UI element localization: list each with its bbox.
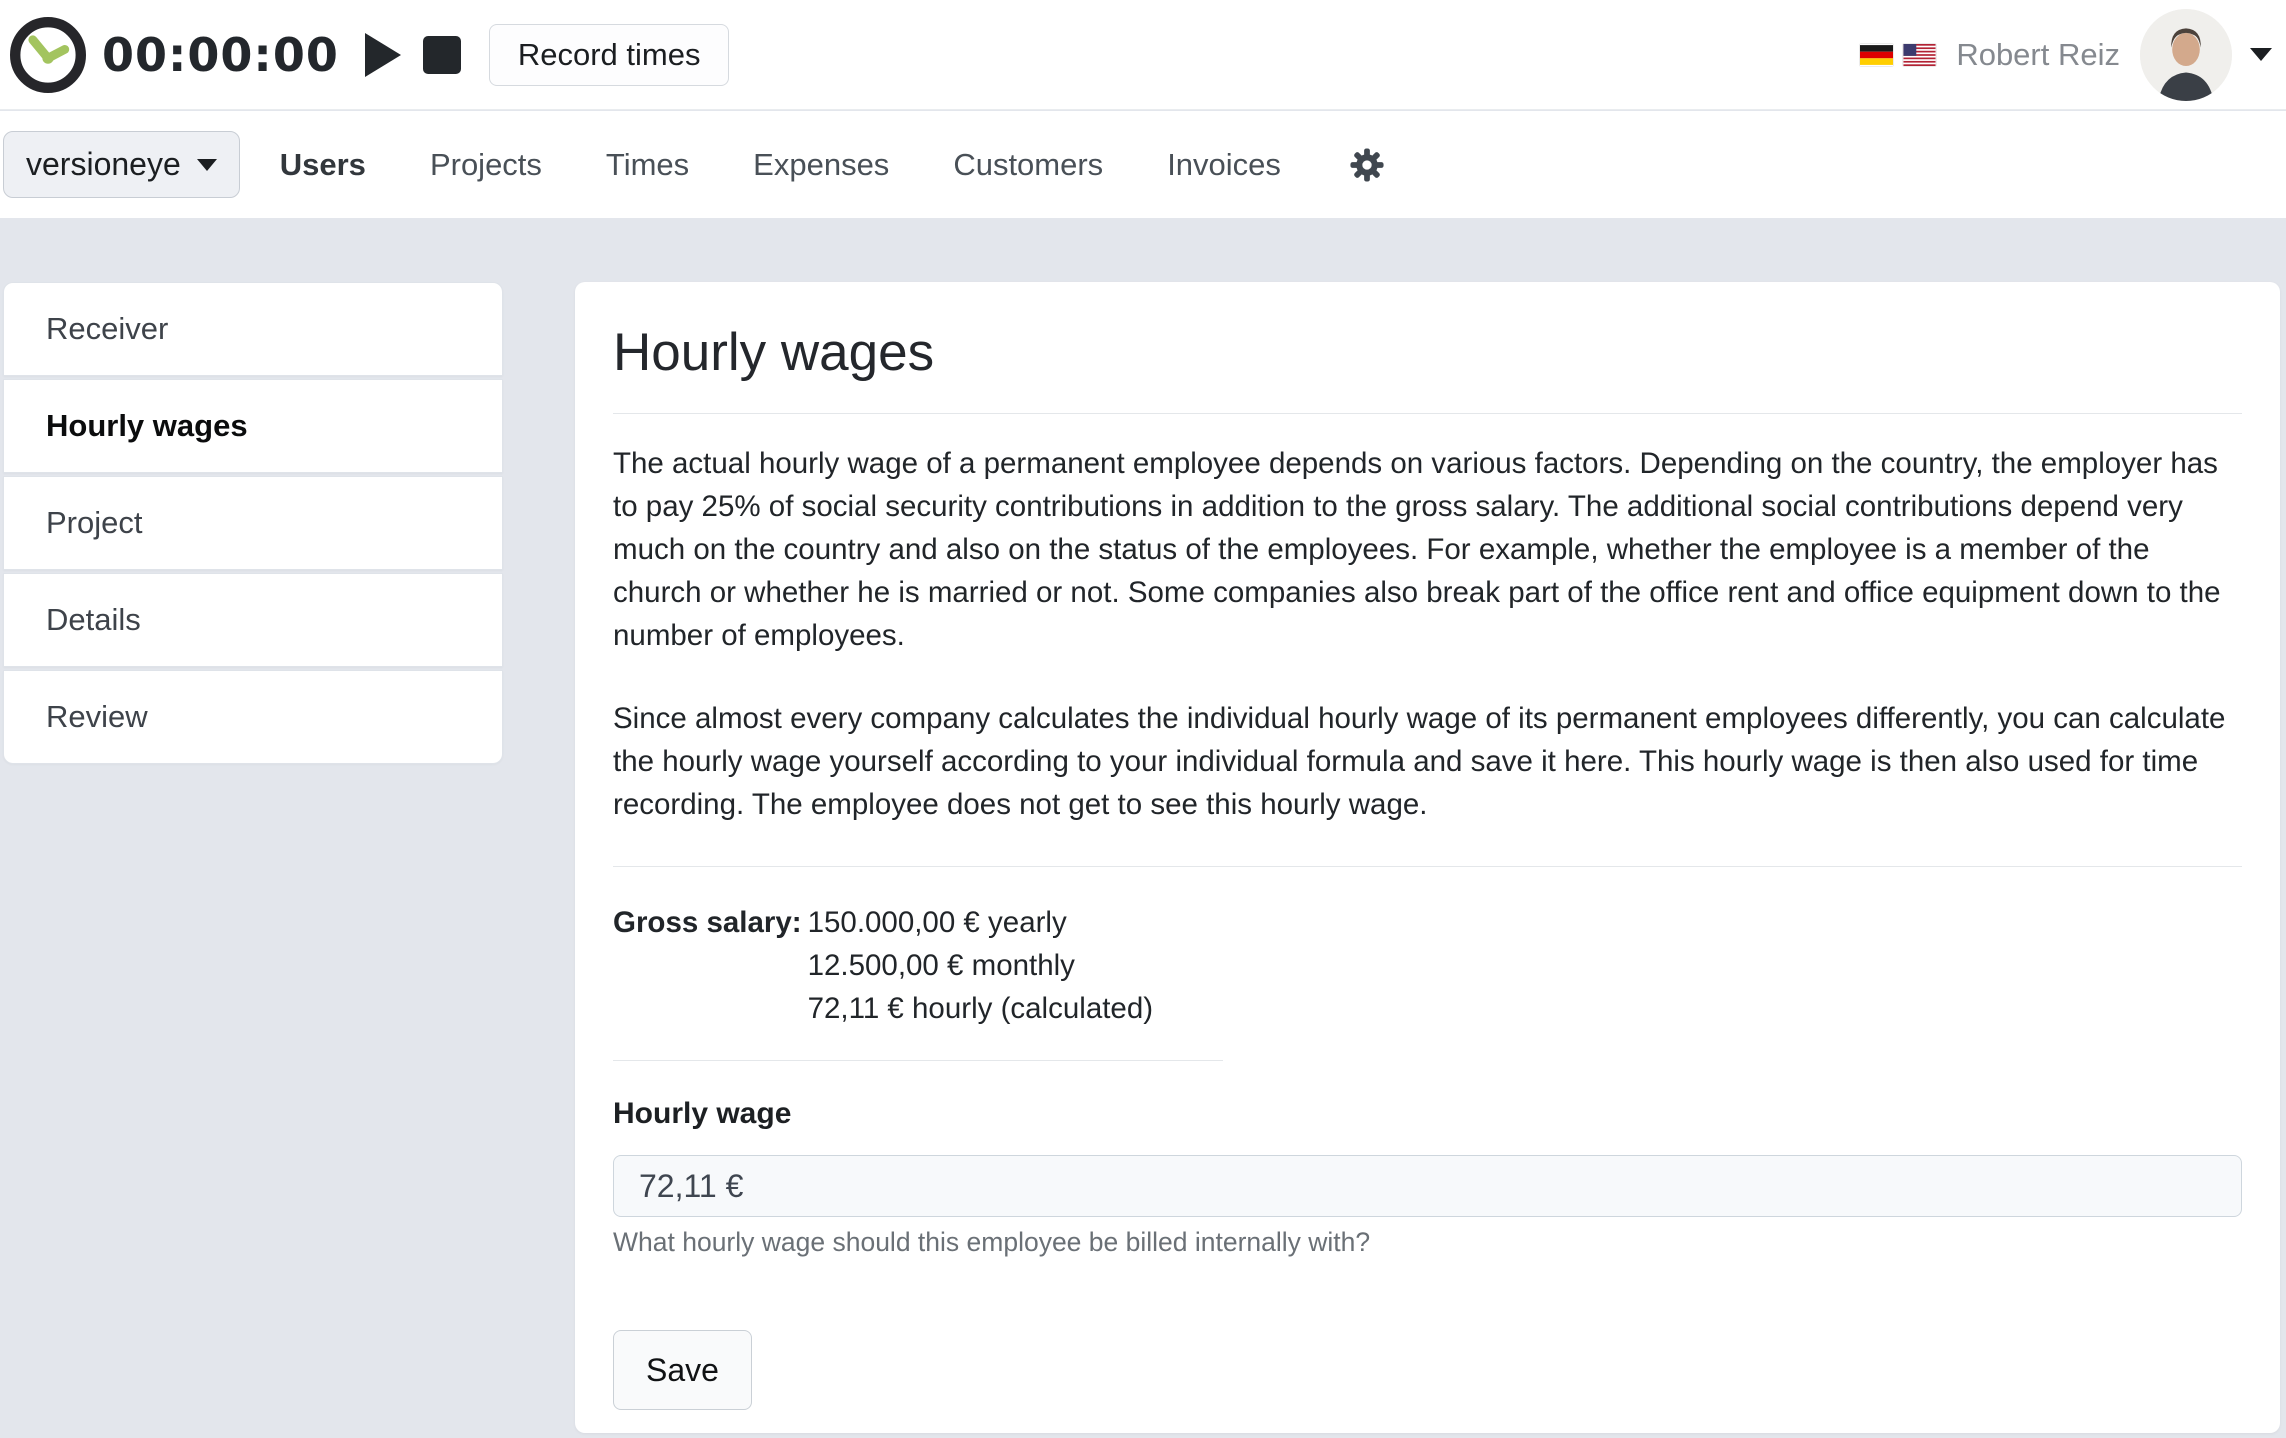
org-dropdown-label: versioneye [26,146,181,182]
gross-salary-monthly: 12.500,00 € monthly [807,949,1075,982]
nav-item-projects[interactable]: Projects [429,146,542,182]
record-times-button[interactable]: Record times [489,24,730,86]
wizard-sidebar [3,282,503,764]
sidebar-item-receiver[interactable]: Receiver [3,282,503,376]
account-area [1860,9,2272,101]
sidebar-item-review[interactable]: Review [3,670,503,764]
sidebar-item-hourly-wages[interactable]: Hourly wages [3,379,503,473]
gear-icon[interactable] [1349,147,1385,183]
gross-salary-block [613,901,2242,1030]
avatar[interactable] [2140,9,2232,101]
nav-item-customers[interactable]: Customers [953,146,1104,182]
main-navbar [0,111,2286,218]
hourly-wage-input[interactable] [613,1155,2242,1217]
caret-down-icon[interactable] [2250,48,2272,61]
intro-paragraph-1: The actual hourly wage of a permanent employee depends on various factors. Depending on the country, the employer has to pay 25% of social security contributions in addition to the gross salary. The additional social contributions depend very much on the country and also on the status of the employees. For example, whether the employee is a member of the church or whether he is married or not. Some companies also break part of the office rent and office equipment down to the number of employees. [613,447,2221,652]
hourly-wages-panel [575,282,2280,1433]
nav-items [280,147,1385,183]
nav-item-invoices[interactable]: Invoices [1167,146,1281,182]
page-title: Hourly wages [613,323,935,382]
german-flag-icon[interactable] [1860,44,1893,66]
intro-paragraph-2: Since almost every company calculates the individual hourly wage of its permanent employees differently, you can calculate the hourly wage yourself according to your individual formula and save it here. This hourly wage is then also used for time recording. The employee does not get to see this hourly wage. [613,702,2226,821]
gross-salary-yearly: 150.000,00 € yearly [807,906,1067,939]
stop-icon[interactable] [423,36,461,74]
timer-display: 00:00:00 [102,27,339,82]
sidebar-item-details[interactable]: Details [3,573,503,667]
nav-item-expenses[interactable]: Expenses [753,146,890,182]
gross-salary-hourly: 72,11 € hourly (calculated) [807,992,1154,1025]
nav-item-times[interactable]: Times [605,146,690,182]
us-flag-icon[interactable] [1903,44,1936,66]
user-name[interactable]: Robert Reiz [1956,36,2120,72]
divider-short [613,1060,1223,1061]
divider [613,413,2242,414]
org-dropdown[interactable] [3,131,240,198]
gross-salary-label: Gross salary: [613,906,802,939]
clock-icon [8,15,88,95]
caret-down-icon [197,159,217,171]
hourly-wage-help-text: What hourly wage should this employee be billed internally with? [613,1227,1371,1257]
gross-salary-values [808,901,1153,1030]
sidebar-item-project[interactable]: Project [3,476,503,570]
play-icon[interactable] [365,33,401,77]
hourly-wage-label: Hourly wage [613,1097,792,1130]
save-button[interactable]: Save [613,1330,752,1410]
nav-item-users[interactable]: Users [279,146,366,182]
divider [613,866,2242,867]
top-header [0,0,2286,110]
